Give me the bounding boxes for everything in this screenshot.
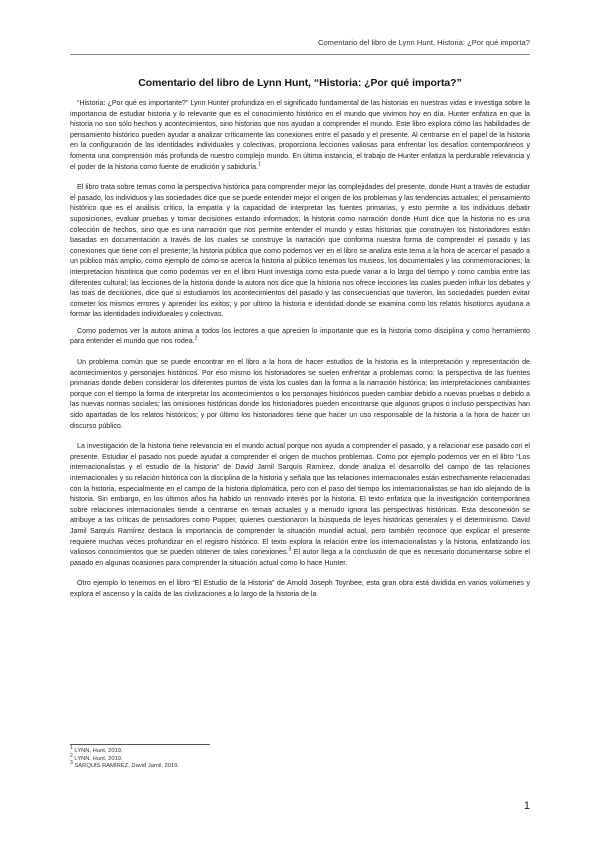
page-number: 1 (523, 800, 530, 812)
footnote-text: LYNN, Hunt, 2019. (74, 748, 123, 754)
paragraph-conclusion (70, 326, 530, 347)
paragraph-relevance (70, 441, 530, 568)
footnote-ref[interactable]: 1 (258, 161, 261, 168)
footnote-ref[interactable]: 3 (288, 546, 292, 553)
paragraph-text: La investigación de la historia tiene relevancia en el mundo actual porque nos ayuda a comprender el pasado, y a relacionar ese pasado con el presente. Estudiar el pasado nos puede ayudar a comprender el origen de muchos problemas. Como por ejemplo podemos ver en el libro “Los internacionalistas y el estudio de la historia” de David Jamil Sarquís Ramírez, donde analiza el desarrollo del campo de las relaciones internacionales y su relación histórica con la disciplina de la historia y señala que las relaciones internacionales están estrechamente relacionadas con la historia, especialmente en el campo de la historia diplomática, pero con el paso del tiempo los internacionalistas se han ido alejando de la historia. Sin embargo, en los últimos años ha habido un renovado interés por la historia. El texto enfatiza que la investigación contemporánea sobre relaciones internacionales tiende a centrarse en temas actuales y a menudo ignora las perspectivas históricas. Esta desconexión se atribuye a las críticas de pensadores como Popper, quienes cuestionaron la búsqueda de leyes históricas generales y el determinismo. David Jamil Sarquís Ramírez destaca la importancia de comprender la situación mundial actual, pero también reconoce que explicar el presente requiere muchas veces profundizar en el registro histórico. El texto explora la relación entre los internacionalistas y la historia, enfatizando los valiosos conocimientos que se pueden obtener de tales conexiones. (70, 442, 530, 557)
paragraph-text: Un problema común que se puede encontrar en el libro a la hora de hacer estudios de la historia es la interpretación y representación de acontecimientos y personajes históricos. Por eso mismo los historiadores se suelen enfrentar a problemas como: la perspectiva de las fuentes primarias donde deben considerar los diferentes puntos de vista los cuales dan la forma a la narración histórica; las interpretaciones cambiantes porque con el tiempo la forma de interpretar los acontecimientos o los personajes históricos pueden cambiar debido a nuevas pruebas o debido a las nuevas normas sociales; las omisiones históricas donde los historiadores pueden encontrarse que algunos grupos o incluso perspectivas han sido apartadas de los relatos históricos; y por último los historiadores tiene que hacer un uso responsable de la historia a la hora de hacer un discurso público. (70, 358, 530, 430)
footnote-number: 3 (70, 760, 73, 767)
paragraph-toynbee (70, 578, 530, 599)
footnote-number: 1 (70, 745, 73, 752)
document-title: Comentario del libro de Lynn Hunt, “Historia: ¿Por qué importa?” (138, 78, 462, 89)
paragraph-text: El libro trata sobre temas como la perspectiva histórica para comprender mejor las complejidades del presente, donde Hunt a través de estudiar el pasado, los individuos y las sociedades dice que se puede entender mejor el origen de los problemas y las tendencias actuales; el pensamiento histórico que es el análisis crítico, la empatía y la capacidad de interpretar las fuentes primarias, y esto permite a los individuos debatir suposiciones, evaluar pruebas y tomar decisiones estando informados; la historia como narración donde Hunt dice que la historia no es una colección de hechos, sino que es una narración que nos permite entender el mundo y estas historias que construyen los historiadores están basadas en documentación a través de los cuales se construye la narración que conforma nuestra forma de comprender el pasado y las conexiones que tiene con el presente; la historia pública que como podemos ver en el libro se analiza este tema a la hora de acercar el pasado a un público más amplio, como ejemplo de cómo se acerca la historia al público tenemos los museos, los documentales y las conmemoraciones; la interpretacion hisotirica que como podemos ver en el libro Hunt investiga como esta puede variar a lo largo del tiempo y como cambia entre las diferentes cultural; las lecciones de la historia donde la autora nos dice que la historia nos ofrece lecciones las cuales pueden influir los debates y las toas de decisiones, dice que si estudiamos los acontecimientos del pasado y las consecuencias que tuvieron, las sociedades pueden evitar cometer los mismos errores y aprender los exitos; y por ultimo la historia e identidad donde se examina como los relatos hisotiorcs ayudana a formar las identidades individueales y colectivas. (70, 183, 530, 319)
footnote-number: 2 (70, 752, 73, 759)
footnote-item (70, 745, 179, 756)
footnotes (70, 745, 180, 771)
paragraph-text: “Historia: ¿Por qué es importante?” Lynn Hunter profundiza en el significado fundamental de las historias en nuestras vidas e investiga sobre la importancia de estudiar historia y lo relevante que es el conocimiento histórico en el mundo que vivimos hoy en día. Hunter enfatiza en que la historia no son sólo hechos y acontecimientos, sino historias que nos ayudan a comprender el mundo. Este libro explora cómo las habilidades de pensamiento histórico pueden ayudar a analizar críticamente las conexiones entre el pasado y el presente. Al centrarse en el papel de la historia en la configuración de las identidades individuales y colectivas, proporciona lecciones valiosas para enfrentar los desafíos contemporáneos y fomenta una comprensión más profunda de nuestro complejo mundo. En última instancia, el trabajo de Hunter enfatiza la perdurable relevancia y el poder de la historia como fuente de erudición y sabiduría. (70, 99, 530, 171)
running-header-title: Comentario del libro de Lynn Hunt, Historia: ¿Por qué importa? (317, 38, 530, 47)
paragraph-text-tail: El autor llega a la conclusión de que es necesario documentarse sobre el pasado en algunas ocasiones para comprender la situación actual como lo hace Hunter. (70, 548, 531, 567)
footnote-divider (70, 744, 210, 745)
running-header (70, 38, 530, 55)
footnote-text: SARQUÍS RAMÍREZ, David Jamil, 2019. (74, 763, 180, 770)
paragraph-problems (70, 357, 530, 431)
footnote-ref[interactable]: 2 (194, 336, 198, 343)
paragraph-themes (70, 182, 530, 320)
footnote-item (70, 760, 180, 771)
paragraph-text: Otro ejemplo lo tenemos en el libro “El Estudio de la Historia” de Arnold Joseph Toynbee, esta gran obra está dividida en varios volúmenes y explora el ascenso y la caída de las civilizaciones a lo largo de la historia de la (70, 579, 530, 598)
paragraph-intro (70, 98, 530, 172)
footnote-text: LYNN, Hunt, 2019. (74, 755, 123, 762)
document-body (70, 98, 530, 610)
paragraph-text: Como podemos ver la autora anima a todos los lectores a que aprecien lo importante que es la historia como disciplina y como herramiento para entender el mundo que nos rodea. (70, 326, 530, 346)
